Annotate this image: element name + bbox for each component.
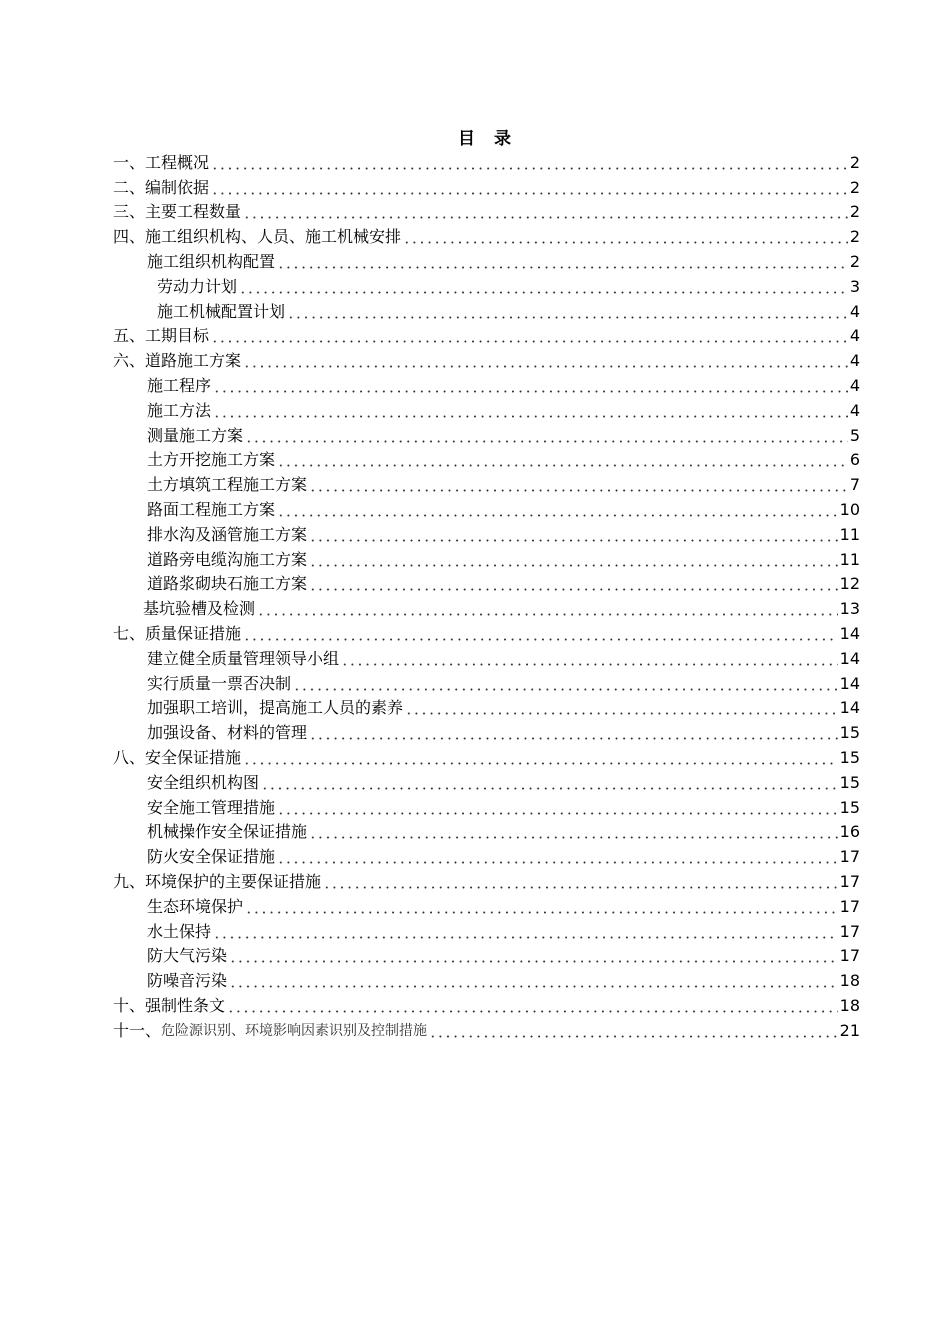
- toc-entry-page: 3: [849, 276, 860, 296]
- toc-entry-label: 四、施工组织机构、人员、施工机械安排: [113, 227, 402, 247]
- toc-entry-page: 4: [849, 400, 860, 420]
- toc-entry[interactable]: [113, 520, 860, 545]
- toc-entry[interactable]: [113, 545, 860, 570]
- toc-entry-label: 防火安全保证措施: [147, 847, 276, 867]
- toc-entry-page: 15: [839, 723, 860, 743]
- toc-entry[interactable]: [113, 222, 860, 247]
- toc-entry-label: 三、主要工程数量: [113, 202, 242, 222]
- toc-entry-label: 加强职工培训，提高施工人员的素养: [147, 698, 404, 718]
- dot-leader: [213, 402, 848, 418]
- dot-leader: [243, 625, 838, 641]
- toc-entry-page: 16: [839, 822, 860, 842]
- toc-entry-page: 4: [849, 301, 860, 321]
- toc-entry-page: 12: [839, 574, 860, 594]
- toc-entry-label: 加强设备、材料的管理: [147, 723, 308, 743]
- toc-entry[interactable]: [113, 793, 860, 818]
- toc-entry[interactable]: [113, 470, 860, 495]
- toc-entry[interactable]: [113, 942, 860, 967]
- toc-list: [113, 148, 860, 1041]
- toc-entry-page: 17: [839, 871, 860, 891]
- toc-entry-label: 七、质量保证措施: [113, 623, 242, 643]
- dot-leader: [277, 253, 848, 269]
- toc-entry-page: 21: [839, 1020, 860, 1040]
- toc-entry[interactable]: [113, 917, 860, 942]
- dot-leader: [211, 179, 848, 195]
- toc-entry-page: 4: [849, 351, 860, 371]
- toc-entry[interactable]: [113, 346, 860, 371]
- toc-entry-label: 防噪音污染: [147, 971, 228, 991]
- toc-entry-page: 17: [839, 921, 860, 941]
- toc-entry-label: 实行质量一票否决制: [147, 673, 292, 693]
- toc-title: [0, 124, 950, 149]
- toc-entry[interactable]: [113, 966, 860, 991]
- toc-entry-label: 十、强制性条文: [113, 995, 226, 1015]
- toc-entry-label: 土方填筑工程施工方案: [147, 475, 308, 495]
- toc-entry[interactable]: [113, 173, 860, 198]
- toc-entry[interactable]: [113, 594, 860, 619]
- toc-entry[interactable]: [113, 272, 860, 297]
- toc-entry-page: 18: [839, 995, 860, 1015]
- toc-entry-page: 5: [849, 425, 860, 445]
- toc-entry-label: 施工程序: [147, 375, 212, 395]
- dot-leader: [245, 898, 838, 914]
- toc-entry-label: 九、环境保护的主要保证措施: [113, 871, 322, 891]
- toc-entry[interactable]: [113, 148, 860, 173]
- dot-leader: [261, 774, 838, 790]
- dot-leader: [243, 203, 848, 219]
- dot-leader: [213, 377, 848, 393]
- toc-entry-label: 安全施工管理措施: [147, 797, 276, 817]
- dot-leader: [323, 873, 838, 889]
- toc-entry-label: 劳动力计划: [157, 276, 238, 296]
- toc-entry-label: 建立健全质量管理领导小组: [147, 648, 340, 668]
- toc-entry-page: 13: [839, 599, 860, 619]
- toc-entry-page: 4: [849, 326, 860, 346]
- toc-entry[interactable]: [113, 198, 860, 223]
- dot-leader: [211, 327, 848, 343]
- toc-entry[interactable]: [113, 669, 860, 694]
- toc-entry[interactable]: [113, 297, 860, 322]
- toc-entry-page: 17: [839, 946, 860, 966]
- toc-entry[interactable]: [113, 694, 860, 719]
- toc-entry[interactable]: [113, 446, 860, 471]
- toc-entry-page: 2: [849, 152, 860, 172]
- toc-entry[interactable]: [113, 371, 860, 396]
- toc-entry[interactable]: [113, 867, 860, 892]
- dot-leader: [341, 650, 838, 666]
- toc-entry[interactable]: [113, 991, 860, 1016]
- toc-entry-page: 6: [849, 450, 860, 470]
- toc-entry-page: 17: [839, 896, 860, 916]
- toc-entry[interactable]: [113, 619, 860, 644]
- toc-entry-page: 14: [839, 673, 860, 693]
- dot-leader: [257, 600, 838, 616]
- dot-leader: [405, 699, 838, 715]
- toc-entry-label: 八、安全保证措施: [113, 747, 242, 767]
- toc-entry-page: 11: [839, 524, 860, 544]
- dot-leader: [293, 675, 838, 691]
- toc-entry-label-prefix: 十一、: [113, 1020, 162, 1040]
- dot-leader: [229, 947, 838, 963]
- dot-leader: [213, 923, 838, 939]
- toc-entry-label: 施工机械配置计划: [157, 301, 286, 321]
- toc-entry-label: 生态环境保护: [147, 896, 244, 916]
- toc-title-part-1: 目: [458, 129, 476, 149]
- dot-leader: [245, 427, 848, 443]
- toc-entry-page: 14: [839, 623, 860, 643]
- toc-entry-label: 路面工程施工方案: [147, 499, 276, 519]
- toc-entry[interactable]: [113, 768, 860, 793]
- toc-entry-label: 一、工程概况: [113, 152, 210, 172]
- toc-entry[interactable]: [113, 892, 860, 917]
- toc-entry[interactable]: [113, 396, 860, 421]
- toc-entry[interactable]: [113, 495, 860, 520]
- dot-leader: [277, 451, 848, 467]
- toc-entry[interactable]: [113, 818, 860, 843]
- toc-entry-page: 15: [839, 797, 860, 817]
- toc-entry-page: 17: [839, 847, 860, 867]
- toc-entry-label: 土方开挖施工方案: [147, 450, 276, 470]
- toc-title-part-2: 录: [494, 129, 512, 149]
- toc-entry-page: 2: [849, 177, 860, 197]
- toc-entry-page: 4: [849, 375, 860, 395]
- dot-leader: [243, 352, 848, 368]
- toc-entry[interactable]: [113, 322, 860, 347]
- toc-entry-label: 施工组织机构配置: [147, 251, 276, 271]
- toc-entry-label: 机械操作安全保证措施: [147, 822, 308, 842]
- toc-entry[interactable]: [113, 421, 860, 446]
- dot-leader: [309, 526, 838, 542]
- dot-leader: [277, 799, 838, 815]
- toc-entry-page: 18: [839, 971, 860, 991]
- toc-entry-label: 二、编制依据: [113, 177, 210, 197]
- toc-entry-label: 五、工期目标: [113, 326, 210, 346]
- dot-leader: [403, 228, 848, 244]
- dot-leader: [309, 724, 838, 740]
- toc-entry[interactable]: [113, 570, 860, 595]
- dot-leader: [309, 575, 838, 591]
- toc-entry-label: 危险源识别、环境影响因素识别及控制措施: [161, 1022, 428, 1039]
- dot-leader: [239, 278, 848, 294]
- toc-entry[interactable]: [113, 1016, 860, 1041]
- toc-entry-label: 测量施工方案: [147, 425, 244, 445]
- dot-leader: [211, 154, 848, 170]
- toc-entry-label: 施工方法: [147, 400, 212, 420]
- dot-leader: [277, 501, 838, 517]
- dot-leader: [243, 749, 838, 765]
- toc-entry-page: 15: [839, 747, 860, 767]
- toc-entry-page: 7: [849, 475, 860, 495]
- dot-leader: [429, 1022, 838, 1038]
- dot-leader: [277, 848, 838, 864]
- dot-leader: [309, 476, 848, 492]
- toc-entry[interactable]: [113, 247, 860, 272]
- dot-leader: [309, 823, 838, 839]
- toc-entry[interactable]: [113, 644, 860, 669]
- dot-leader: [229, 972, 838, 988]
- toc-entry-label: 排水沟及涵管施工方案: [147, 524, 308, 544]
- toc-entry[interactable]: [113, 842, 860, 867]
- toc-entry-label: 道路浆砌块石施工方案: [147, 574, 308, 594]
- dot-leader: [309, 551, 838, 567]
- toc-entry-label: 安全组织机构图: [147, 772, 260, 792]
- toc-entry-page: 14: [839, 648, 860, 668]
- dot-leader: [287, 303, 848, 319]
- toc-entry-page: 14: [839, 698, 860, 718]
- toc-entry[interactable]: [113, 718, 860, 743]
- toc-entry[interactable]: [113, 743, 860, 768]
- toc-entry-page: 2: [849, 202, 860, 222]
- toc-entry-label: 防大气污染: [147, 946, 228, 966]
- toc-entry-page: 10: [839, 499, 860, 519]
- toc-entry-label: 基坑验槽及检测: [143, 599, 256, 619]
- dot-leader: [227, 997, 838, 1013]
- toc-entry-page: 2: [849, 251, 860, 271]
- toc-entry-label: 六、道路施工方案: [113, 351, 242, 371]
- toc-entry-label: 道路旁电缆沟施工方案: [147, 549, 308, 569]
- toc-entry-label: 水土保持: [147, 921, 212, 941]
- toc-entry-page: 2: [849, 227, 860, 247]
- toc-entry-page: 15: [839, 772, 860, 792]
- toc-entry-page: 11: [839, 549, 860, 569]
